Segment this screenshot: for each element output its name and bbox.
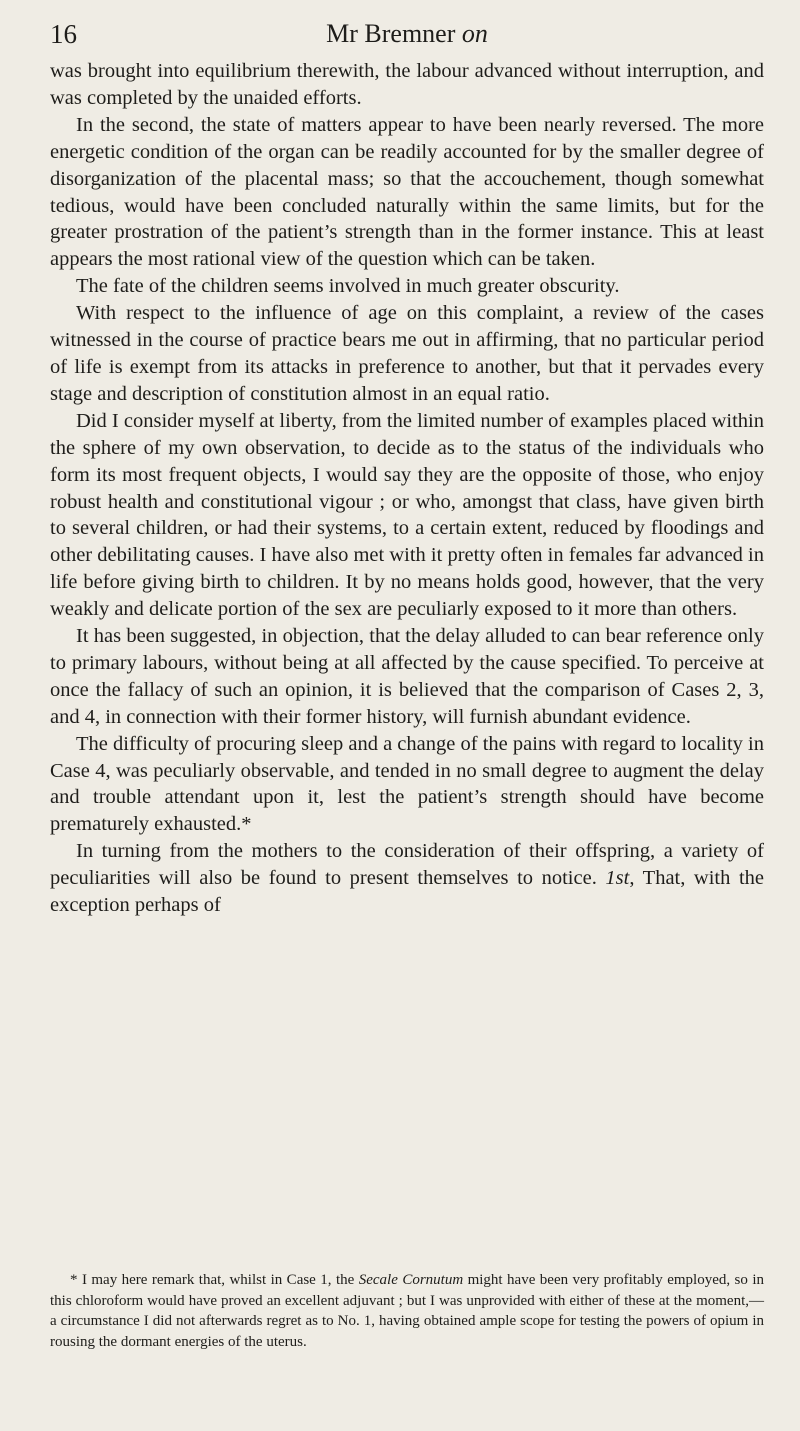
paragraph: With respect to the influence of age on this complaint, a review of the cases witnessed in the course of practice bears me out in affirming, that no particular period of life is exempt from its attacks in preference to another, but that it pervades every stage and description of constitution almost in an equal ratio.	[50, 302, 764, 405]
paragraph: The difficulty of procuring sleep and a change of the pains with regard to locality in Case 4, was peculiarly observable, and tended in no small degree to augment the delay and trouble attendant upon it, lest the patient’s strength should have become prematurely exhausted.*	[50, 732, 764, 836]
paragraph: It has been suggested, in objection, that the delay alluded to can bear reference only to primary labours, without being at all affected by the cause specified. To perceive at once the fallacy of such an opinion, it is believed that the comparison of Cases 2, 3, and 4, in connection with their former history, will furnish abundant evidence.	[50, 625, 764, 728]
footnote-italic-term: Secale Cornutum	[358, 1272, 464, 1288]
paragraph-text: , That, with the exception perhaps of	[50, 867, 765, 917]
footnote-text-end: might have been very profitably employed, so in this chloroform would have proved an excellent adjuvant ; but I was unprovided with either of these at the moment,—a circumstance I did not afterwards regret as to No. 1, having obtained ample scope for testing the powers of opium in rousing the dormant energies of the uterus.	[50, 1272, 764, 1350]
paragraph: The fate of the children seems involved in much greater obscurity.	[76, 275, 620, 298]
paragraph: Did I consider myself at liberty, from the limited number of examples placed within the sphere of my own observation, to decide as to the status of the individuals who form its most frequent objects, I would say they are the opposite of those, who enjoy robust health and constitutional vigour ; or who, amongst that class, have given birth to several children, or had their systems, to a certain extent, reduced by floodings and other debilitating causes. I have also met with it pretty often in females far advanced in life before giving birth to children. It by no means holds good, however, that the very weakly and delicate portion of the sex are peculiarly exposed to it more than others.	[50, 409, 764, 621]
running-head-suffix: on	[461, 19, 488, 48]
footnote	[50, 1270, 764, 1352]
paragraph-text: In turning from the mothers to the consideration of their offspring, a variety of peculiarities will also be found to present themselves to notice.	[50, 840, 764, 890]
running-head	[50, 14, 764, 54]
footnote-text	[50, 1270, 764, 1352]
paragraph: In the second, the state of matters appear to have been nearly reversed. The more energetic condition of the organ can be readily accounted for by the smaller degree of disorganization of the placental mass; so that the accouchement, though somewhat tedious, would have been concluded naturally within the same limits, but for the greater prostration of the patient’s strength than in the former instance. This at least appears the most rational view of the question which can be taken.	[50, 113, 764, 271]
running-head-author: Mr Bremner	[326, 19, 456, 48]
footnote-text-start: * I may here remark that, whilst in Case 1, the	[70, 1272, 359, 1288]
paragraph: was brought into equilibrium therewith, the labour advanced without interruption, and was completed by the unaided efforts.	[50, 60, 764, 109]
page-header	[50, 14, 764, 54]
page-number: 16	[50, 19, 77, 49]
body-text	[50, 58, 764, 919]
paragraph-last	[50, 838, 764, 919]
ordinal: 1st	[605, 867, 630, 890]
